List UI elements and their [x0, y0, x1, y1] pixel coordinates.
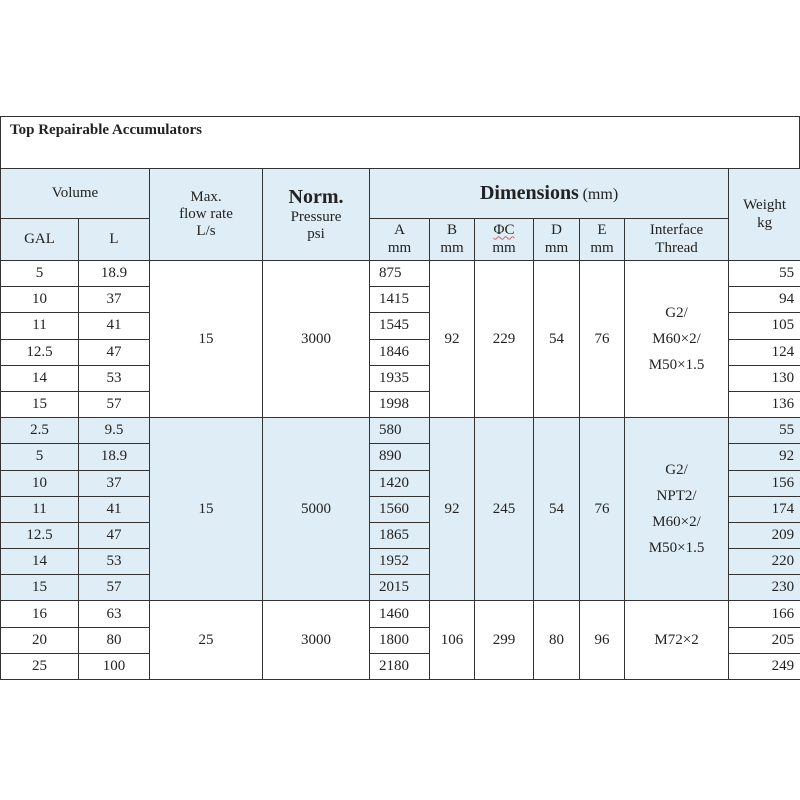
gal-cell: 5 [1, 444, 79, 470]
l-cell: 47 [79, 522, 150, 548]
gal-cell: 2.5 [1, 418, 79, 444]
e-cell: 76 [580, 261, 625, 418]
volume-header: Volume [1, 169, 150, 219]
l-cell: 47 [79, 339, 150, 365]
weight-cell: 230 [729, 575, 800, 601]
gal-cell: 11 [1, 313, 79, 339]
max-flow-line3: L/s [196, 223, 216, 240]
spec-sheet [0, 116, 800, 680]
weight-cell: 205 [729, 627, 800, 653]
table-row [1, 601, 800, 627]
c-cell: 299 [475, 601, 534, 680]
gal-cell: 15 [1, 575, 79, 601]
c-label: ΦC [493, 222, 515, 239]
gal-cell: 14 [1, 549, 79, 575]
weight-cell: 209 [729, 522, 800, 548]
d-label: D [551, 222, 562, 239]
a-cell: 1935 [370, 365, 430, 391]
interface-line: M50×1.5 [648, 540, 705, 557]
pressure-cell: 5000 [263, 418, 370, 601]
pressure-cell: 3000 [263, 261, 370, 418]
table-row [1, 261, 800, 287]
a-cell: 1952 [370, 549, 430, 575]
a-cell: 1998 [370, 391, 430, 417]
e-unit: mm [590, 239, 614, 256]
b-unit: mm [440, 239, 464, 256]
dimensions-header [370, 169, 729, 219]
a-cell: 1560 [370, 496, 430, 522]
e-header [580, 219, 625, 261]
interface-line: M50×1.5 [648, 357, 705, 374]
pressure-line1: Pressure [290, 208, 342, 225]
interface-line2: Thread [655, 239, 698, 256]
interface-cell [625, 261, 729, 418]
l-cell: 41 [79, 313, 150, 339]
interface-header [625, 219, 729, 261]
gal-header: GAL [1, 219, 79, 261]
a-cell: 1420 [370, 470, 430, 496]
table-header [1, 169, 800, 261]
spec-table [0, 168, 800, 680]
c-unit: mm [492, 239, 516, 256]
e-cell: 96 [580, 601, 625, 680]
pressure-line2: psi [307, 226, 325, 242]
gal-cell: 25 [1, 653, 79, 679]
b-header [430, 219, 475, 261]
a-cell: 580 [370, 418, 430, 444]
gal-cell: 12.5 [1, 339, 79, 365]
e-cell: 76 [580, 418, 625, 601]
weight-cell: 55 [729, 261, 800, 287]
weight-cell: 130 [729, 365, 800, 391]
pressure-header [263, 169, 370, 261]
a-cell: 875 [370, 261, 430, 287]
weight-cell: 92 [729, 444, 800, 470]
d-header [534, 219, 580, 261]
l-cell: 41 [79, 496, 150, 522]
table-body [1, 261, 800, 680]
pressure-cell: 3000 [263, 601, 370, 680]
gal-cell: 11 [1, 496, 79, 522]
weight-cell: 174 [729, 496, 800, 522]
norm-label: Norm. [288, 185, 344, 208]
interface-line: M60×2/ [652, 514, 701, 531]
interface-line: M60×2/ [652, 331, 701, 348]
flow-rate-cell: 15 [150, 418, 263, 601]
weight-cell: 220 [729, 549, 800, 575]
table-title: Top Repairable Accumulators [10, 122, 202, 138]
l-cell: 80 [79, 627, 150, 653]
interface-line: NPT2/ [656, 488, 697, 505]
e-label: E [597, 222, 607, 239]
a-cell: 1865 [370, 522, 430, 548]
a-unit: mm [387, 239, 412, 256]
flow-rate-cell: 25 [150, 601, 263, 680]
weight-cell: 105 [729, 313, 800, 339]
weight-line2: kg [757, 214, 773, 231]
a-cell: 2015 [370, 575, 430, 601]
gal-cell: 10 [1, 470, 79, 496]
c-header [475, 219, 534, 261]
interface-line: M72×2 [654, 632, 699, 649]
l-cell: 100 [79, 653, 150, 679]
a-cell: 1545 [370, 313, 430, 339]
a-cell: 1846 [370, 339, 430, 365]
l-cell: 9.5 [79, 418, 150, 444]
l-cell: 63 [79, 601, 150, 627]
weight-cell: 249 [729, 653, 800, 679]
dimensions-label: Dimensions [479, 182, 579, 204]
weight-header [729, 169, 800, 261]
interface-line: G2/ [665, 462, 688, 479]
l-cell: 57 [79, 391, 150, 417]
d-cell: 54 [534, 418, 580, 601]
dimensions-unit: (mm) [582, 186, 619, 203]
l-cell: 57 [79, 575, 150, 601]
max-flow-line2: flow rate [179, 205, 233, 222]
d-unit: mm [544, 239, 569, 256]
weight-cell: 156 [729, 470, 800, 496]
gal-cell: 20 [1, 627, 79, 653]
gal-cell: 16 [1, 601, 79, 627]
gal-cell: 14 [1, 365, 79, 391]
flow-rate-cell: 15 [150, 261, 263, 418]
b-cell: 106 [430, 601, 475, 680]
a-cell: 890 [370, 444, 430, 470]
interface-cell [625, 418, 729, 601]
b-label: B [446, 222, 457, 239]
interface-cell [625, 601, 729, 680]
a-cell: 1800 [370, 627, 430, 653]
a-header [370, 219, 430, 261]
l-cell: 37 [79, 287, 150, 313]
table-row [1, 418, 800, 444]
gal-cell: 10 [1, 287, 79, 313]
l-header: L [79, 219, 150, 261]
max-flow-header [150, 169, 263, 261]
weight-cell: 136 [729, 391, 800, 417]
b-cell: 92 [430, 418, 475, 601]
l-cell: 53 [79, 365, 150, 391]
l-cell: 18.9 [79, 444, 150, 470]
gal-cell: 5 [1, 261, 79, 287]
weight-cell: 166 [729, 601, 800, 627]
interface-line1: Interface [649, 222, 704, 239]
a-cell: 1415 [370, 287, 430, 313]
gal-cell: 15 [1, 391, 79, 417]
d-cell: 54 [534, 261, 580, 418]
weight-cell: 55 [729, 418, 800, 444]
a-label: A [394, 222, 405, 239]
interface-line: G2/ [665, 305, 688, 322]
a-cell: 2180 [370, 653, 430, 679]
gal-cell: 12.5 [1, 522, 79, 548]
max-flow-line1: Max. [190, 188, 222, 205]
l-cell: 18.9 [79, 261, 150, 287]
weight-cell: 124 [729, 339, 800, 365]
a-cell: 1460 [370, 601, 430, 627]
title-box [0, 116, 800, 168]
l-cell: 53 [79, 549, 150, 575]
b-cell: 92 [430, 261, 475, 418]
l-cell: 37 [79, 470, 150, 496]
c-cell: 245 [475, 418, 534, 601]
weight-cell: 94 [729, 287, 800, 313]
weight-line1: Weight [743, 197, 787, 214]
d-cell: 80 [534, 601, 580, 680]
c-cell: 229 [475, 261, 534, 418]
